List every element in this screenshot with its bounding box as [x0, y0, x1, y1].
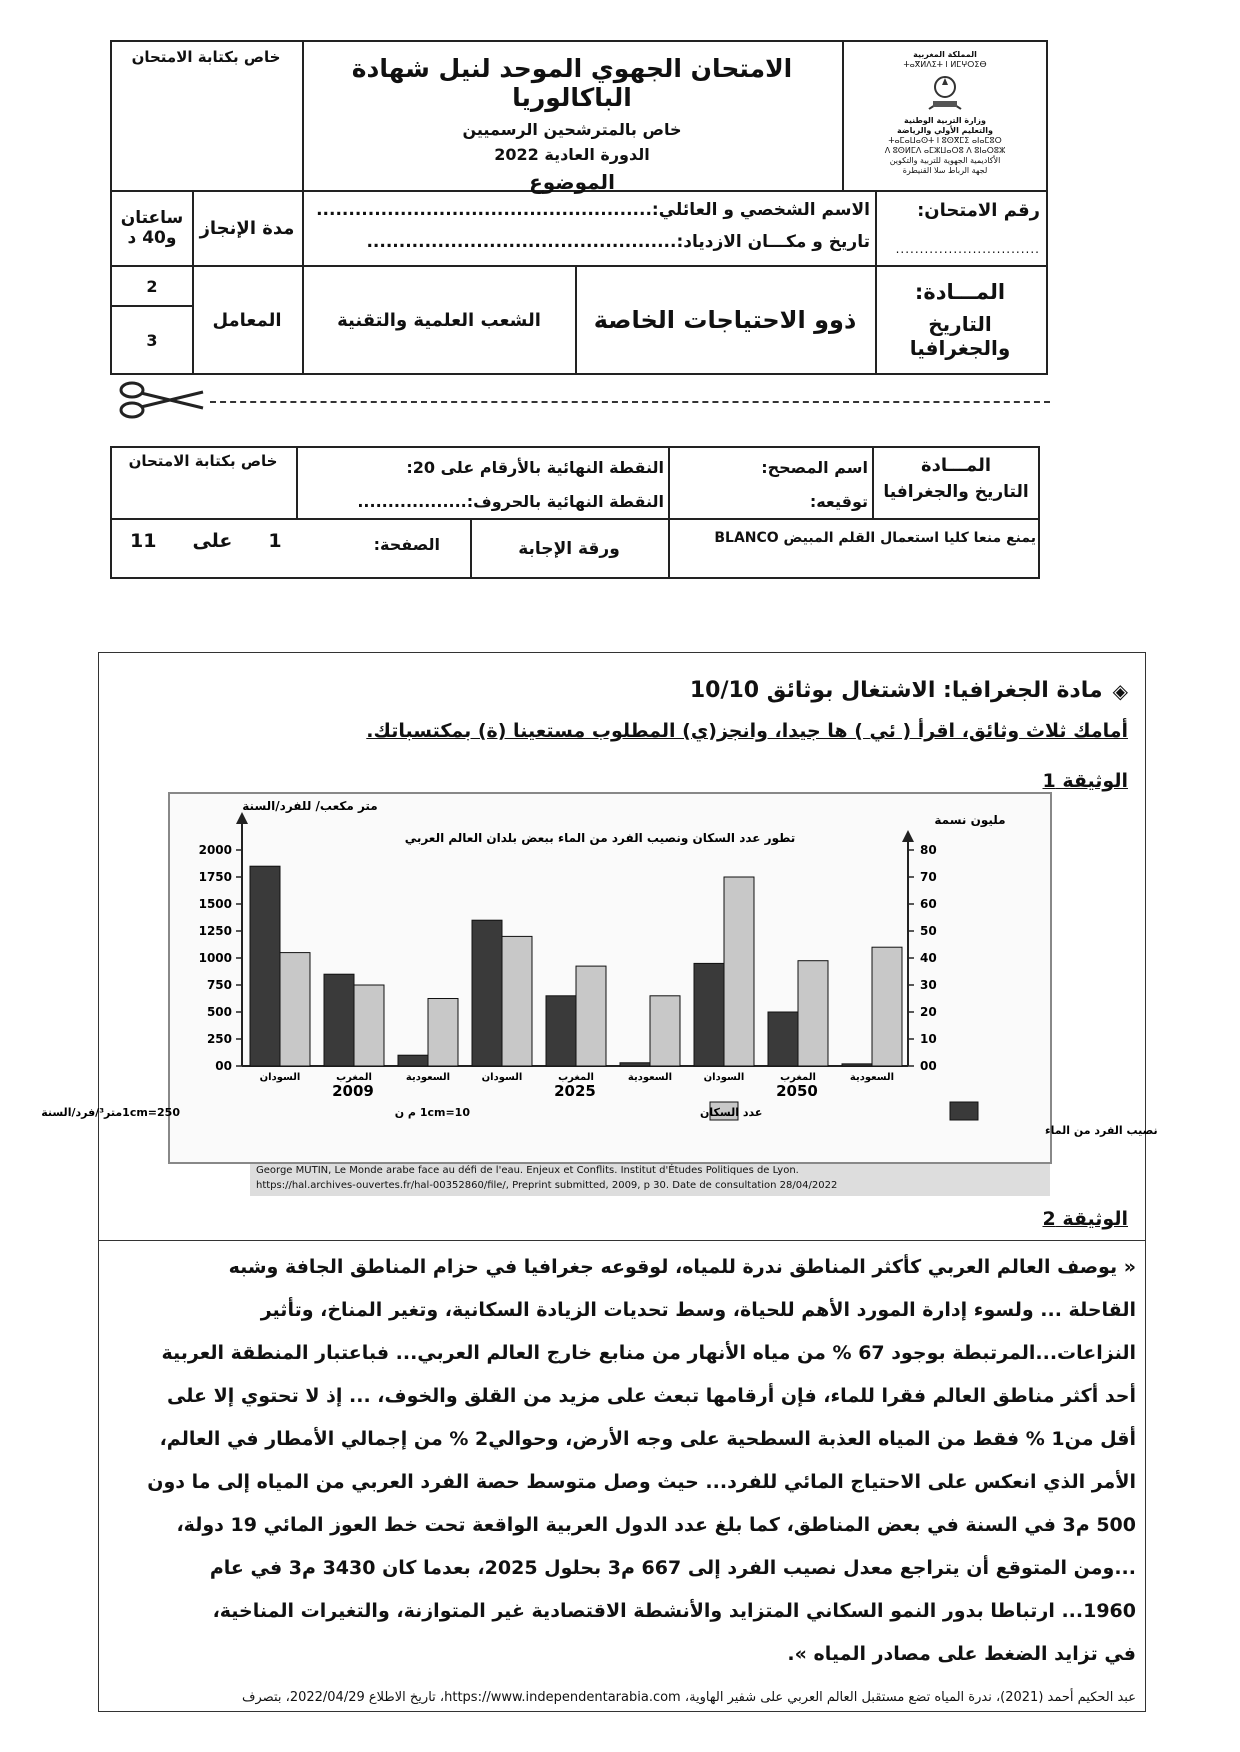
page-separator: على: [192, 530, 233, 552]
chart-left-tick-label: 00: [215, 1059, 232, 1073]
grading-matter-label: المـــادة: [920, 455, 992, 476]
chart-legend-population: عدد السكان: [700, 1106, 763, 1119]
doc2-line: أقل من1 % فقط من المياه العذبة السطحية على وجه الأرض، وحوالي2 % من إجمالي الأمطار في العالم،: [159, 1428, 1136, 1450]
chart-left-axis-label: متر مكعب/ للفرد/السنة: [242, 799, 378, 813]
chart-left-tick-label: 1750: [198, 870, 232, 884]
chart-bar-water: [768, 1012, 798, 1066]
chart-svg: [41, 794, 1158, 1162]
chart-right-axis-arrow-icon: [902, 830, 914, 842]
special-needs-label: ذوو الاحتياجات الخاصة: [593, 306, 857, 334]
birth-field[interactable]: تاريخ و مكـــان الازدياد:................................................: [366, 232, 870, 252]
chart-year-label: 2009: [332, 1082, 374, 1100]
chart-year-label: 2050: [776, 1082, 818, 1100]
chart-legend-water: نصيب الفرد من الماء: [1045, 1124, 1158, 1137]
matter-label: المـــادة:: [914, 280, 1006, 304]
reserved-box-label: خاص بكتابة الامتحان: [131, 48, 281, 66]
chart-right-axis-label: مليون نسمة: [934, 813, 1006, 827]
ministry-line: وزارة التربية الوطنية: [903, 116, 986, 125]
doc2-label: الوثيقة 2: [1042, 1208, 1128, 1230]
corrector-name[interactable]: اسم المصحح:: [761, 458, 868, 477]
grading-matter-value: التاريخ والجغرافيا: [883, 482, 1029, 502]
chart-scale-left: 1cm=250متر³/فرد/السنة: [41, 1106, 180, 1119]
duration-value: ساعتان و40 د: [120, 208, 184, 248]
chart-bar-water: [546, 996, 576, 1066]
chart-right-tick-label: 80: [920, 843, 937, 857]
doc2-line: أحد أكثر مناطق العالم فقرا للماء، فإن أرقامها تبعث على مزيد من القلق والخوف، ... إذ لا تحتوي إلا على: [167, 1385, 1136, 1407]
candidates-note: خاص بالمترشحين الرسميين: [462, 120, 682, 139]
chart-country-label: السودان: [259, 1072, 301, 1083]
chart-country-label: السودان: [703, 1072, 745, 1083]
doc2-line: الأمر الذي انعكس على الاحتياج المائي للفرد... حيث وصل متوسط حصة الفرد العربي من المياه إلى ما دون: [147, 1471, 1136, 1493]
chart-bar-water: [324, 974, 354, 1066]
ministry-emblem-icon: [923, 73, 967, 113]
final-score-digits[interactable]: النقطة النهائية بالأرقام على 20:: [406, 458, 664, 477]
doc2-line: في تزايد الضغط على مصادر المياه ».: [787, 1643, 1136, 1665]
ministry-line: الأكاديمية الجهوية للتربية والتكوين: [889, 156, 1001, 165]
coef-value: 2: [146, 276, 158, 296]
session-note: الدورة العادية 2022: [494, 145, 650, 164]
chart-title: تطور عدد السكان ونصيب الفرد من الماء ببعض بلدان العالم العربي: [404, 831, 796, 845]
exam-number-label: رقم الامتحان:: [917, 200, 1040, 221]
chart-bar-population: [872, 947, 902, 1066]
chart-bar-population: [798, 961, 828, 1066]
chart-right-tick-label: 70: [920, 870, 937, 884]
chart-left-tick-label: 250: [206, 1032, 232, 1046]
chart-left-tick-label: 500: [206, 1005, 232, 1019]
chart-bar-population: [354, 985, 384, 1066]
doc2-line: « يوصف العالم العربي كأكثر المناطق ندرة للمياه، لوقوعه جغرافيا في حزام المناطق الجافة وشبه: [228, 1256, 1136, 1278]
chart-left-tick-label: 2000: [198, 843, 232, 857]
grading-col-divider: [296, 446, 298, 518]
ministry-line: ⵜⴰⵎⴰⵡⴰⵙⵜ ⵏ ⵓⵙⴳⵎⵉ ⴰⵏⴰⵎⵓⵔ: [888, 136, 1002, 145]
answer-sheet-label: ورقة الإجابة: [518, 538, 620, 559]
doc2-line: 1960... ارتباطا بدور النمو السكاني المتزايد والأنشطة الاقتصادية غير المتوازنة، والتغيرات المناخية،: [212, 1600, 1136, 1622]
chart-right-tick-label: 50: [920, 924, 937, 938]
chart-left-tick-label: 1000: [198, 951, 232, 965]
chart-right-tick-label: 30: [920, 978, 937, 992]
cut-line: [210, 401, 1050, 403]
chart-right-tick-label: 00: [920, 1059, 937, 1073]
section-title-text: مادة الجغرافيا: الاشتغال بوثائق 10/10: [689, 678, 1103, 703]
chart-country-label: السعودية: [627, 1072, 673, 1083]
chart-country-label: السودان: [481, 1072, 523, 1083]
chart-right-tick-label: 20: [920, 1005, 937, 1019]
name-field[interactable]: الاسم الشخصي و العائلي:....................................................: [316, 200, 870, 220]
chart-left-tick-label: 750: [206, 978, 232, 992]
chart-legend-swatch-water: [950, 1102, 978, 1120]
chart-country-label: السعودية: [405, 1072, 451, 1083]
page-label: الصفحة:: [373, 535, 440, 554]
duration-label: مدة الإنجاز: [199, 217, 295, 239]
doc2-line: القاحلة ... ولسوء إدارة المورد الأهم للحياة، وسط تحديات الزيادة السكانية، وتغير المناخ، وتأثير: [260, 1299, 1136, 1321]
ministry-logo-block: [845, 50, 1045, 188]
chart-source-line: https://hal.archives-ouvertes.fr/hal-00352860/file/, Preprint submitted, 2009, p 30. Date de consultation 28/04/2022: [256, 1180, 838, 1191]
chart-source-line: George MUTIN, Le Monde arabe face au défi de l'eau. Enjeux et Conflits. Institut d'Études Politiques de Lyon.: [256, 1165, 799, 1176]
ministry-line: والتعليم الأولي والرياضة: [897, 126, 993, 135]
grading-col-divider: [872, 446, 874, 518]
chart-year-label: 2025: [554, 1082, 596, 1100]
chart-left-axis-arrow-icon: [236, 812, 248, 824]
chart-right-tick-label: 60: [920, 897, 937, 911]
ministry-line: لجهة الرباط سلا القنيطرة: [902, 166, 988, 175]
final-score-letters[interactable]: النقطة النهائية بالحروف:..................: [357, 492, 664, 511]
page-number: 1: [268, 530, 282, 552]
doc1-label: الوثيقة 1: [1042, 770, 1128, 792]
ministry-line: المملكة المغربية: [913, 50, 977, 59]
grading-reserved-label: خاص بكتابة الامتحان: [128, 452, 278, 470]
scissors-icon: [118, 380, 208, 420]
exam-title-block: [304, 44, 840, 194]
chart-bar-water: [694, 963, 724, 1066]
ministry-line: ⵜⴰⴳⵍⴷⵉⵜ ⵏ ⵍⵎⵖⵔⵉⴱ: [903, 60, 987, 69]
subject-label: الموضوع: [529, 170, 615, 194]
chart-right-tick-label: 40: [920, 951, 937, 965]
chart-bar-water: [250, 866, 280, 1066]
chart-left-tick-label: 1250: [198, 924, 232, 938]
page-indicator: [130, 530, 320, 552]
matter-block: [878, 280, 1042, 360]
chart-country-label: المغرب: [780, 1072, 816, 1083]
blanco-warning: يمنع منعا كليا استعمال القلم المبيض BLANCO: [714, 530, 1036, 546]
doc2-source: عبد الحكيم أحمد (2021)، ندرة المياه تضع مستقبل العالم العربي على شفير الهاوية، https://www.independentarabia.com، تاريخ الاطلاع 2022/04/29، بتصرف: [242, 1690, 1136, 1705]
header-col-divider: [875, 190, 877, 375]
section-title: [560, 678, 1128, 703]
chart-country-label: المغرب: [336, 1072, 372, 1083]
doc2-line: ...ومن المتوقع أن يتراجع معدل نصيب الفرد إلى 667 م3 بحلول 2025، بعدما كان 3430 م3 في عام: [209, 1557, 1136, 1579]
coef-value: 3: [146, 330, 158, 350]
doc2-line: 500 م3 في السنة في بعض المناطق، كما بلغ عدد الدول العربية الواقعة تحت خط العوز المائي 19 دولة،: [176, 1514, 1136, 1536]
exam-title: الامتحان الجهوي الموحد لنيل شهادة الباكالوريا: [351, 54, 793, 112]
chart-bar-water: [842, 1064, 872, 1066]
chart-country-label: المغرب: [558, 1072, 594, 1083]
chart-right-tick-label: 10: [920, 1032, 937, 1046]
doc2-line: النزاعات...المرتبطة بوجود 67 % من مياه الأنهار من منابع خارج العالم العربي... فباعتبار المنطقة العربية: [161, 1342, 1136, 1364]
chart-bar-population: [428, 999, 458, 1067]
chart-bar-population: [576, 966, 606, 1066]
chart-bar-population: [280, 953, 310, 1066]
corrector-signature[interactable]: توقيعه:: [809, 492, 868, 511]
chart-bar-water: [398, 1055, 428, 1066]
chart-bar-population: [650, 996, 680, 1066]
chart-scale-right: 1cm=10 م ن: [394, 1106, 470, 1119]
matter-value: التاريخ والجغرافيا: [909, 312, 1011, 360]
instructions: أمامك ثلاث وثائق، اقرأ ( ئي ) ها جيدا، وانجز(ي) المطلوب مستعينا (ة) بمكتسباتك.: [366, 720, 1128, 742]
ministry-line: ⴷ ⵓⵙⵍⵎⴷ ⴰⵎⵣⵡⴰⵔⵓ ⴷ ⵓⵏⴰⵔⵓⵣ: [884, 146, 1006, 155]
diamond-bullet-icon: ◈: [1112, 678, 1128, 703]
doc2-text: [108, 1246, 1136, 1676]
chart-country-label: السعودية: [849, 1072, 895, 1083]
grading-matter: [876, 455, 1036, 502]
header-col-divider: [842, 40, 844, 190]
chart-bar-water: [472, 920, 502, 1066]
exam-number-field[interactable]: ..............................: [895, 242, 1040, 256]
chart-bar-population: [502, 936, 532, 1066]
grading-col-divider: [668, 446, 670, 579]
chart-bar-water: [620, 1063, 650, 1066]
chart-bar-population: [724, 877, 754, 1066]
chart-left-tick-label: 1500: [198, 897, 232, 911]
page-total: 11: [130, 530, 157, 552]
stream-label: الشعب العلمية والتقنية: [337, 309, 541, 331]
coef-label: المعامل: [212, 309, 282, 331]
